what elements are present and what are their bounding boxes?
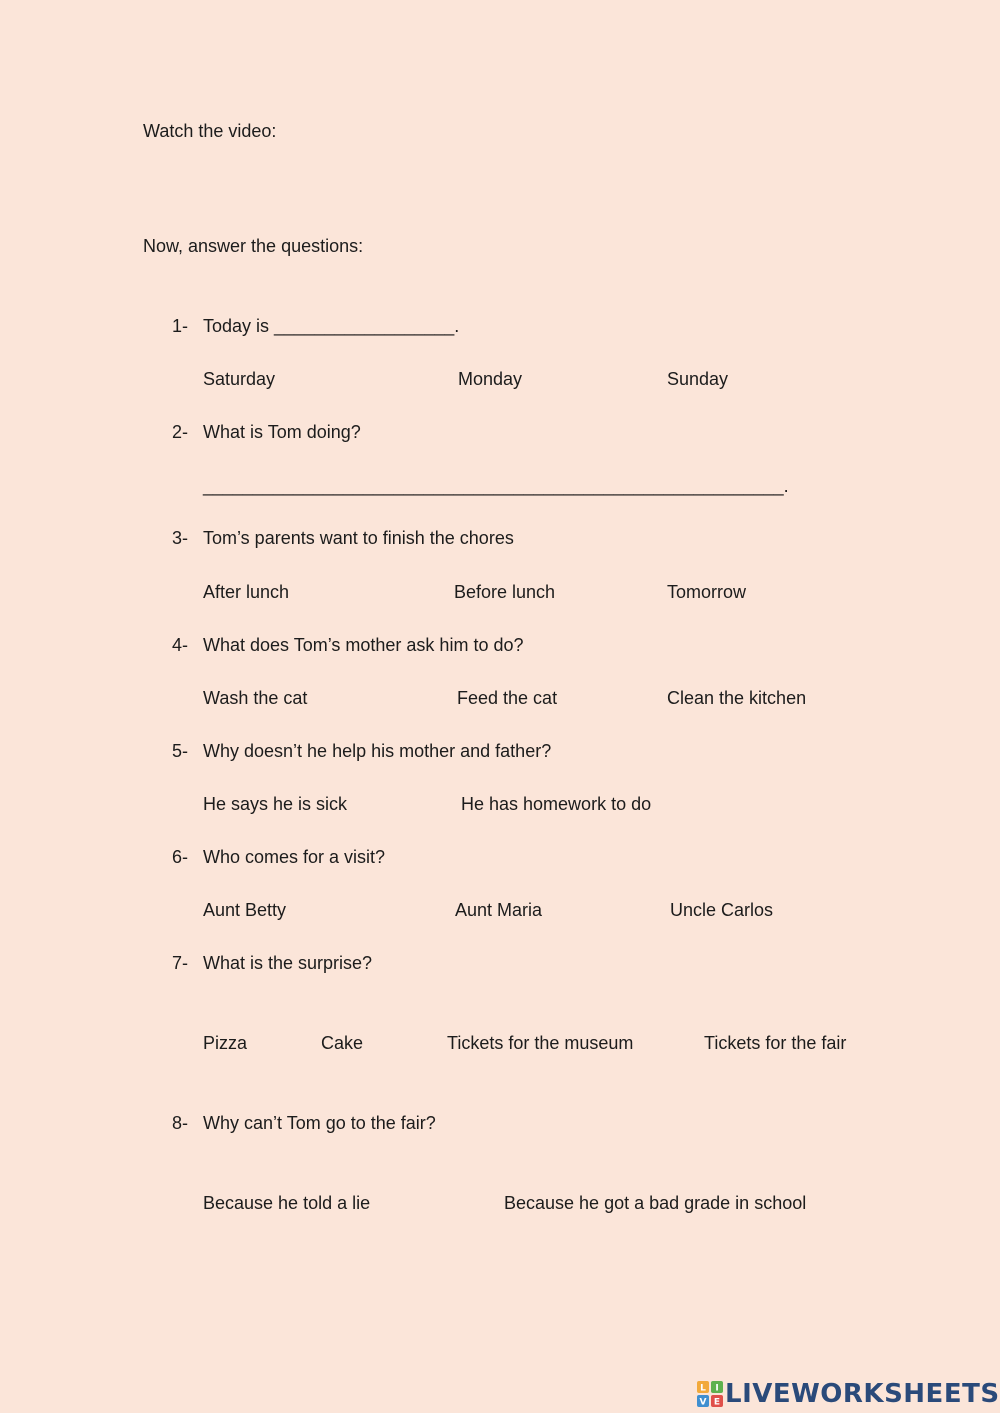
question-number: 2- xyxy=(172,422,189,442)
answer-option[interactable]: Clean the kitchen xyxy=(667,688,807,708)
question-text: Tom’s parents want to finish the chores xyxy=(203,528,514,548)
answer-option[interactable]: Aunt Betty xyxy=(203,900,287,920)
answer-option[interactable]: Before lunch xyxy=(454,582,556,602)
answer-option[interactable]: Uncle Carlos xyxy=(670,900,774,920)
answer-option[interactable]: Cake xyxy=(321,1033,364,1053)
answer-option[interactable]: Saturday xyxy=(203,369,276,389)
svg-text:E: E xyxy=(713,1397,721,1407)
answer-option[interactable]: Feed the cat xyxy=(457,688,558,708)
question-text: Why doesn’t he help his mother and father? xyxy=(203,741,552,761)
answer-option[interactable]: Tomorrow xyxy=(667,582,747,602)
answer-option[interactable]: Pizza xyxy=(203,1033,248,1053)
question-number: 8- xyxy=(172,1113,189,1133)
question-text: What is Tom doing? xyxy=(203,422,361,442)
svg-text:V: V xyxy=(699,1397,707,1407)
answer-blank-line[interactable]: __________________________________________________________. xyxy=(203,476,789,496)
question-number: 4- xyxy=(172,635,189,655)
answer-option[interactable]: Sunday xyxy=(667,369,729,389)
answer-option[interactable]: Tickets for the museum xyxy=(447,1033,634,1053)
liveworksheets-logo xyxy=(697,1378,1000,1410)
answer-option[interactable]: He says he is sick xyxy=(203,794,348,814)
answer-option[interactable]: Because he got a bad grade in school xyxy=(504,1193,807,1213)
liveworksheets-logo-icon xyxy=(697,1381,723,1407)
answer-option[interactable]: After lunch xyxy=(203,582,290,602)
question-number: 6- xyxy=(172,847,189,867)
question-text: Why can’t Tom go to the fair? xyxy=(203,1113,436,1133)
instruction-watch: Watch the video: xyxy=(143,121,277,141)
answer-option[interactable]: Tickets for the fair xyxy=(704,1033,847,1053)
question-text: Who comes for a visit? xyxy=(203,847,386,867)
answer-option[interactable]: Wash the cat xyxy=(203,688,308,708)
svg-text:L: L xyxy=(700,1383,706,1394)
svg-text:I: I xyxy=(715,1383,719,1394)
question-number: 5- xyxy=(172,741,189,761)
question-number: 7- xyxy=(172,953,189,973)
question-text: What does Tom’s mother ask him to do? xyxy=(203,635,524,655)
answer-option[interactable]: Because he told a lie xyxy=(203,1193,371,1213)
instruction-answer: Now, answer the questions: xyxy=(143,236,364,256)
answer-option[interactable]: Monday xyxy=(458,369,523,389)
answer-option[interactable]: Aunt Maria xyxy=(455,900,543,920)
question-text: Today is __________________. xyxy=(203,316,460,336)
question-number: 1- xyxy=(172,316,189,336)
answer-option[interactable]: He has homework to do xyxy=(461,794,652,814)
liveworksheets-logo-text: LIVEWORKSHEETS xyxy=(725,1379,1000,1409)
question-number: 3- xyxy=(172,528,189,548)
question-text: What is the surprise? xyxy=(203,953,373,973)
